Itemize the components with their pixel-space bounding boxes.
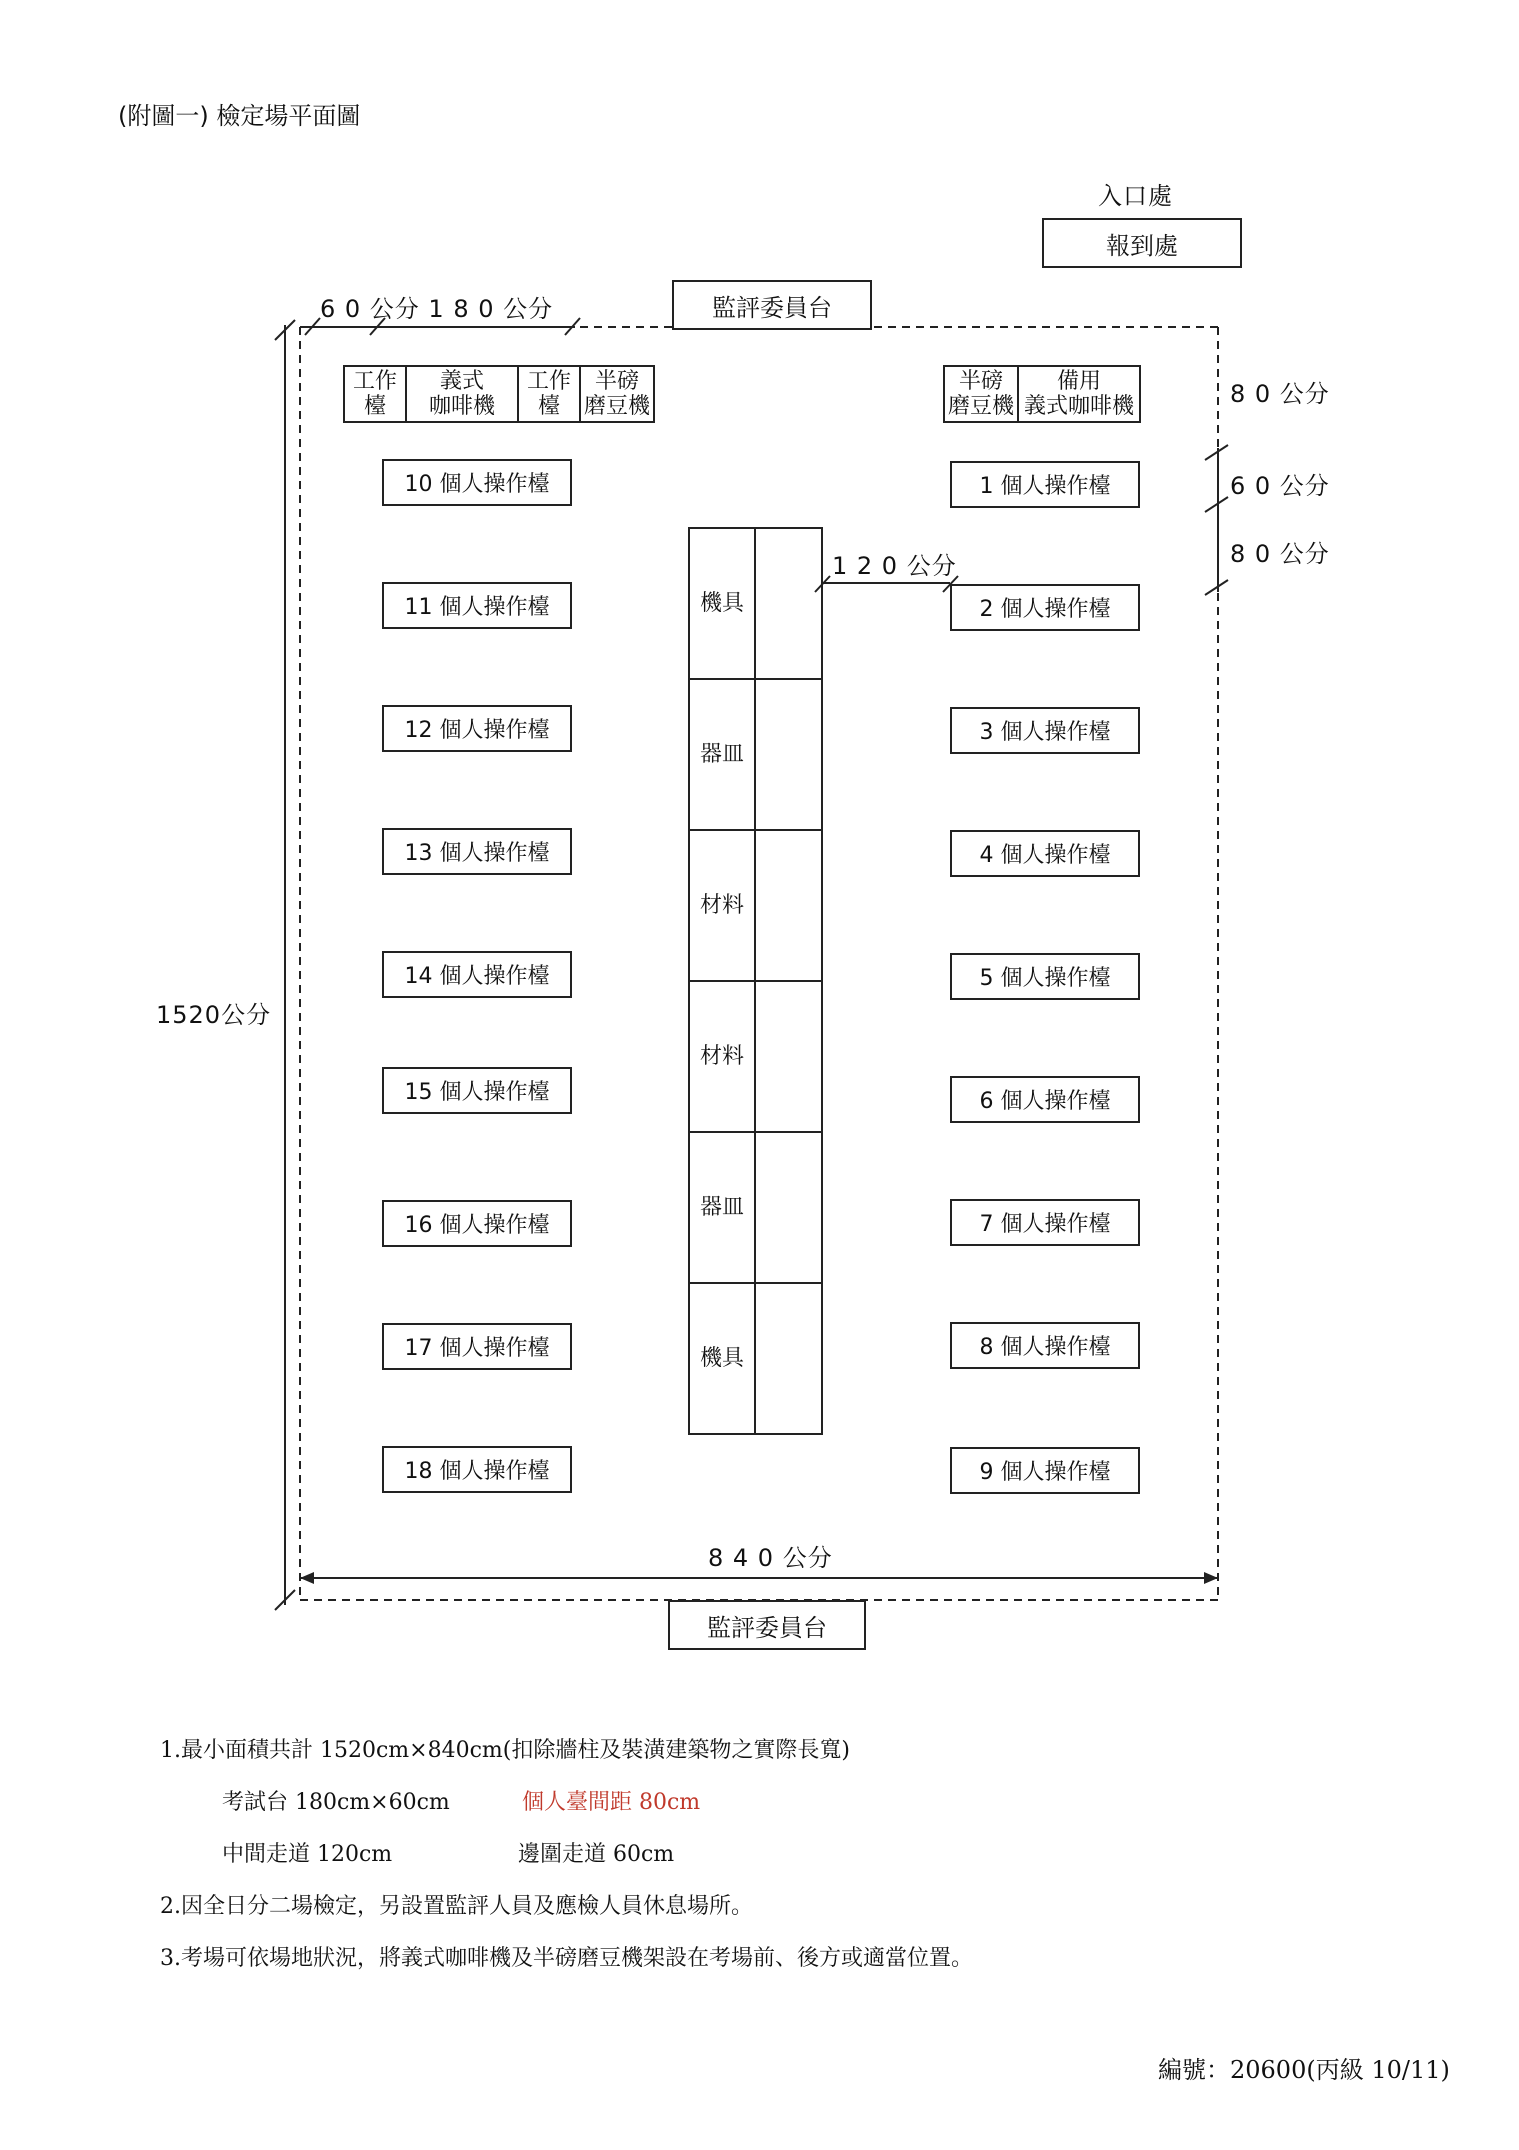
note-1d: 邊圍走道 60cm (518, 1842, 675, 1867)
station-14: 14 個人操作檯 (382, 951, 572, 998)
shelf-right-4 (754, 980, 823, 1133)
shelf-tools-top: 機具 (688, 527, 756, 680)
dim-840: 8 4 0 公分 (708, 1544, 833, 1572)
page-title: (附圖一) 檢定場平面圖 (118, 102, 361, 130)
espresso-machine: 義式 咖啡機 (405, 365, 519, 423)
judge-desk-bottom: 監評委員台 (668, 1600, 866, 1650)
station-8: 8 個人操作檯 (950, 1322, 1140, 1369)
judge-desk-top: 監評委員台 (672, 280, 872, 330)
reception-desk: 報到處 (1042, 218, 1242, 268)
station-17: 17 個人操作檯 (382, 1323, 572, 1370)
station-18: 18 個人操作檯 (382, 1446, 572, 1493)
shelf-materials-2: 材料 (688, 980, 756, 1133)
station-11: 11 個人操作檯 (382, 582, 572, 629)
station-3: 3 個人操作檯 (950, 707, 1140, 754)
station-2: 2 個人操作檯 (950, 584, 1140, 631)
station-7: 7 個人操作檯 (950, 1199, 1140, 1246)
entrance-label: 入口處 (1098, 182, 1173, 210)
note-2: 2.因全日分二場檢定，另設置監評人員及應檢人員休息場所。 (160, 1894, 753, 1919)
station-5: 5 個人操作檯 (950, 953, 1140, 1000)
note-3: 3.考場可依場地狀況，將義式咖啡機及半磅磨豆機架設在考場前、後方或適當位置。 (160, 1946, 973, 1971)
station-12: 12 個人操作檯 (382, 705, 572, 752)
shelf-right-5 (754, 1131, 823, 1284)
workbench-1: 工作 檯 (343, 365, 407, 423)
shelf-utensils-top: 器皿 (688, 678, 756, 831)
grinder-right: 半磅 磨豆機 (943, 365, 1019, 423)
station-13: 13 個人操作檯 (382, 828, 572, 875)
station-6: 6 個人操作檯 (950, 1076, 1140, 1123)
shelf-right-6 (754, 1282, 823, 1435)
station-1: 1 個人操作檯 (950, 461, 1140, 508)
station-16: 16 個人操作檯 (382, 1200, 572, 1247)
shelf-materials-1: 材料 (688, 829, 756, 982)
shelf-right-2 (754, 678, 823, 831)
grinder-left: 半磅 磨豆機 (579, 365, 655, 423)
shelf-tools-bottom: 機具 (688, 1282, 756, 1435)
shelf-right-3 (754, 829, 823, 982)
note-1a: 考試台 180cm×60cm (222, 1790, 450, 1815)
dim-80-top: 8 0 公分 (1230, 380, 1330, 408)
dim-60-right: 6 0 公分 (1230, 472, 1330, 500)
station-10: 10 個人操作檯 (382, 459, 572, 506)
spare-espresso-machine: 備用 義式咖啡機 (1017, 365, 1141, 423)
station-9: 9 個人操作檯 (950, 1447, 1140, 1494)
station-4: 4 個人操作檯 (950, 830, 1140, 877)
dim-60-180: 6 0 公分 1 8 0 公分 (320, 295, 554, 323)
dim-1520: 1520公分 (156, 1001, 272, 1029)
note-1b: 個人臺間距 80cm (522, 1790, 701, 1815)
note-1: 1.最小面積共計 1520cm×840cm(扣除牆柱及裝潢建築物之實際長寬) (160, 1738, 850, 1763)
shelf-utensils-bottom: 器皿 (688, 1131, 756, 1284)
workbench-2: 工作 檯 (517, 365, 581, 423)
dim-80-right: 8 0 公分 (1230, 540, 1330, 568)
document-code: 編號：20600(丙級 10/11) (1158, 2056, 1450, 2084)
shelf-right-1 (754, 527, 823, 680)
note-1c: 中間走道 120cm (222, 1842, 393, 1867)
dim-120: 1 2 0 公分 (832, 552, 957, 580)
station-15: 15 個人操作檯 (382, 1067, 572, 1114)
